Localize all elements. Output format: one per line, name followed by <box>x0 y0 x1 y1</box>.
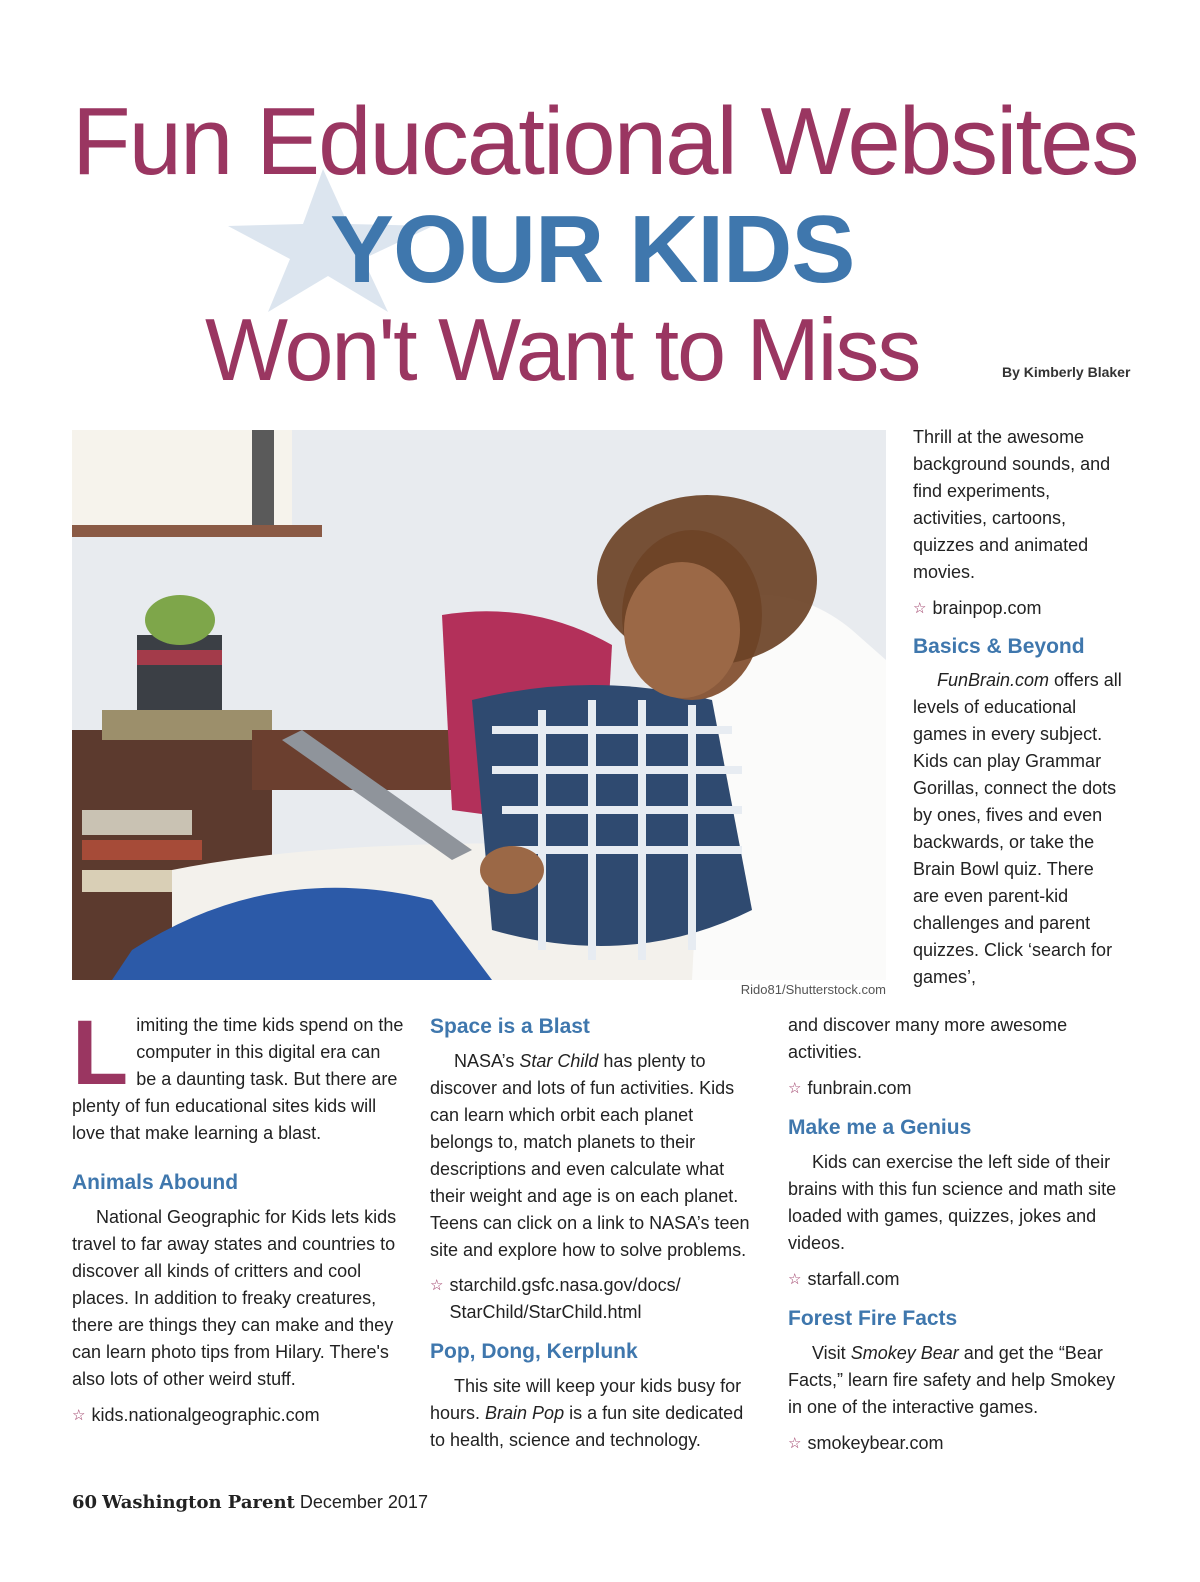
headline-line-1: Fun Educational Websites <box>72 88 1138 195</box>
star-outline-icon: ☆ <box>72 1407 86 1424</box>
byline: By Kimberly Blaker <box>1002 364 1131 380</box>
heading-forest: Forest Fire Facts <box>788 1307 958 1330</box>
space-link[interactable]: starchild.gsfc.nasa.gov/docs/ StarChild/StarChild.html <box>449 1275 681 1322</box>
article-photo <box>72 430 886 980</box>
issue-date: December 2017 <box>299 1492 428 1512</box>
animals-link[interactable]: kids.nationalgeographic.com <box>91 1405 320 1425</box>
smokeybear-link[interactable]: smokeybear.com <box>807 1433 944 1453</box>
basics-body: FunBrain.com offers all levels of educational games in every subject. Kids can play Grammar Gorillas, connect the dots by ones, fives and even backwards, or take the Brain Bowl quiz. There are even parent-kid challenges and parent quizzes. Click ‘search for games’, <box>913 670 1122 987</box>
drop-cap: L <box>72 1002 129 1104</box>
star-outline-icon: ☆ <box>430 1277 444 1294</box>
funbrain-link-item[interactable] <box>788 1075 1128 1102</box>
space-body: NASA’s Star Child has plenty to discover and lots of fun activities. Kids can learn which orbit each planet belongs to, match planets to their descriptions and even calculate what their weight and age is on each planet. Teens can click on a link to NASA’s teen site and explore how to solve problems. <box>430 1051 750 1260</box>
page-number: 60 <box>72 1492 98 1513</box>
star-outline-icon: ☆ <box>788 1435 802 1452</box>
brainpop-link[interactable]: brainpop.com <box>932 598 1042 618</box>
heading-space: Space is a Blast <box>430 1015 590 1038</box>
page-footer <box>72 1492 428 1513</box>
heading-basics: Basics & Beyond <box>913 635 1085 658</box>
starfall-link-item[interactable] <box>788 1266 1128 1293</box>
funbrain-link[interactable]: funbrain.com <box>807 1078 912 1098</box>
headline-line-2: YOUR KIDS <box>330 196 855 303</box>
animals-link-item[interactable] <box>72 1402 404 1429</box>
publication-name: Washington Parent <box>102 1492 295 1513</box>
star-outline-icon: ☆ <box>788 1271 802 1288</box>
photo-credit: Rido81/Shutterstock.com <box>740 982 886 997</box>
star-outline-icon: ☆ <box>913 600 927 617</box>
space-link-item[interactable] <box>430 1272 760 1326</box>
pop-body: This site will keep your kids busy for hours. Brain Pop is a fun site dedicated to health, science and technology. <box>430 1376 744 1450</box>
intro-paragraph <box>72 1002 404 1147</box>
forest-body: Visit Smokey Bear and get the “Bear Facts,” learn fire safety and help Smokey in one of the interactive games. <box>788 1343 1116 1417</box>
column-2 <box>430 1013 760 1454</box>
heading-pop: Pop, Dong, Kerplunk <box>430 1340 638 1363</box>
basics-body-cont: and discover many more awesome activities. <box>788 1015 1068 1062</box>
intro-text: imiting the time kids spend on the computer in this digital era can be a daunting task. But there are plenty of fun educational sites kids will love that make learning a blast. <box>72 1015 404 1143</box>
heading-animals: Animals Abound <box>72 1171 239 1194</box>
starfall-link[interactable]: starfall.com <box>807 1269 900 1289</box>
brainpop-body-cont: Thrill at the awesome background sounds, and find experiments, activities, cartoons, quizzes and animated movies. <box>913 427 1111 582</box>
column-1 <box>72 1002 404 1429</box>
headline-line-3: Won't Want to Miss <box>205 300 920 399</box>
heading-genius: Make me a Genius <box>788 1116 972 1139</box>
smokeybear-link-item[interactable] <box>788 1430 1128 1457</box>
animals-body: National Geographic for Kids lets kids travel to far away states and countries to discover all kinds of critters and cool places. In addition to freaky creatures, there are things they can make and they can learn photo tips from Hilary. There's also lots of other weird stuff. <box>72 1207 397 1389</box>
star-outline-icon: ☆ <box>788 1080 802 1097</box>
genius-body: Kids can exercise the left side of their brains with this fun science and math site loaded with games, quizzes, jokes and videos. <box>788 1152 1117 1253</box>
column-3-bottom <box>788 1012 1128 1457</box>
column-3-top <box>913 424 1123 991</box>
brainpop-link-item[interactable] <box>913 595 1123 622</box>
